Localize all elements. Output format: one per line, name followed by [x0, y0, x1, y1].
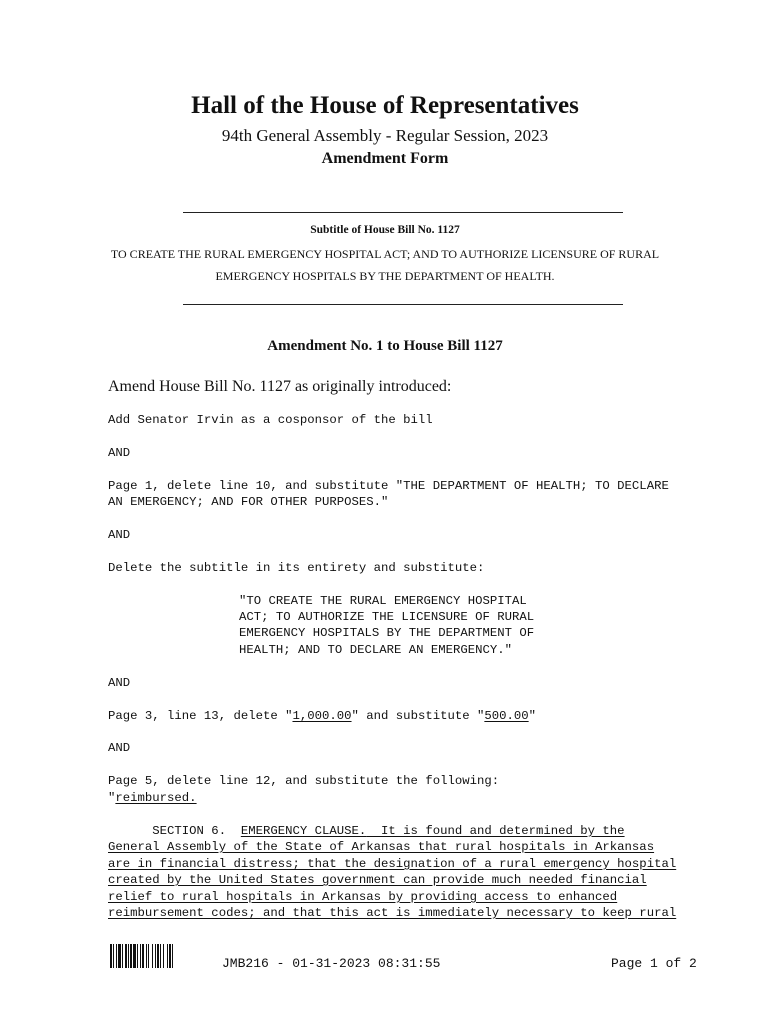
item-page5-line2	[108, 791, 197, 805]
amendment-intro: Amend House Bill No. 1127 as originally introduced:	[108, 378, 452, 395]
new-amount: 500.00	[484, 709, 529, 723]
section-body-line	[108, 857, 676, 871]
item-page3	[108, 709, 536, 723]
section-text: are in financial distress; that the designation of a rural emergency hospital	[108, 857, 677, 871]
section-body-line	[108, 873, 647, 887]
section-text: created by the United States government can provide much needed financial	[108, 873, 647, 887]
page-number: Page 1 of 2	[611, 956, 697, 971]
document-id: JMB216 - 01-31-2023 08:31:55	[222, 956, 441, 971]
open-quote: "	[108, 791, 116, 805]
section-text: reimbursement codes; and that this act is immediately necessary to keep rural	[108, 906, 677, 920]
section-6-line	[108, 824, 625, 838]
section-text: relief to rural hospitals in Arkansas by providing access to enhanced	[108, 890, 618, 904]
section-text: General Assembly of the State of Arkansas that rural hospitals in Arkansas	[108, 840, 655, 854]
item-page3-mid: " and substitute "	[351, 709, 485, 723]
quote-line: HEALTH; AND TO DECLARE AN EMERGENCY."	[239, 643, 513, 657]
barcode-icon	[110, 944, 198, 968]
form-title: Amendment Form	[321, 150, 449, 167]
item-page3-pre: Page 3, line 13, delete "	[108, 709, 293, 723]
reimbursed-text: reimbursed.	[115, 791, 197, 805]
subtitle-line-1: TO CREATE THE RURAL EMERGENCY HOSPITAL ACT; AND TO AUTHORIZE LICENSURE OF RURAL	[110, 247, 660, 261]
section-body-line	[108, 906, 676, 920]
and-separator: AND	[108, 676, 131, 690]
quote-line: "TO CREATE THE RURAL EMERGENCY HOSPITAL	[239, 594, 527, 608]
divider-top	[183, 212, 623, 213]
item-page3-post: "	[528, 709, 537, 723]
item-cosponsor: Add Senator Irvin as a cosponsor of the bill	[108, 413, 433, 427]
and-separator: AND	[108, 741, 131, 755]
page-title: Hall of the House of Representatives	[191, 92, 579, 119]
section-body-line	[108, 840, 654, 854]
divider-bottom	[183, 304, 623, 305]
section-body-line	[108, 890, 617, 904]
old-amount: 1,000.00	[292, 709, 352, 723]
amendment-heading: Amendment No. 1 to House Bill 1127	[267, 338, 503, 354]
quote-line: ACT; TO AUTHORIZE THE LICENSURE OF RURAL	[239, 610, 535, 624]
session-line: 94th General Assembly - Regular Session, 2023	[221, 126, 549, 145]
section-title: EMERGENCY CLAUSE.	[240, 824, 367, 838]
item-page5-line1: Page 5, delete line 12, and substitute the following:	[108, 774, 500, 788]
subtitle-heading: Subtitle of House Bill No. 1127	[310, 224, 460, 236]
section-rest: It is found and determined by the	[366, 824, 625, 838]
and-separator: AND	[108, 446, 131, 460]
item-page1-line1: Page 1, delete line 10, and substitute "THE DEPARTMENT OF HEALTH; TO DECLARE	[108, 479, 669, 493]
quote-line: EMERGENCY HOSPITALS BY THE DEPARTMENT OF	[239, 626, 535, 640]
and-separator: AND	[108, 528, 131, 542]
section-lead: SECTION 6.	[108, 824, 241, 838]
item-subtitle: Delete the subtitle in its entirety and substitute:	[108, 561, 485, 575]
item-page1-line2: AN EMERGENCY; AND FOR OTHER PURPOSES."	[108, 495, 389, 509]
subtitle-line-2: EMERGENCY HOSPITALS BY THE DEPARTMENT OF HEALTH.	[215, 269, 555, 283]
